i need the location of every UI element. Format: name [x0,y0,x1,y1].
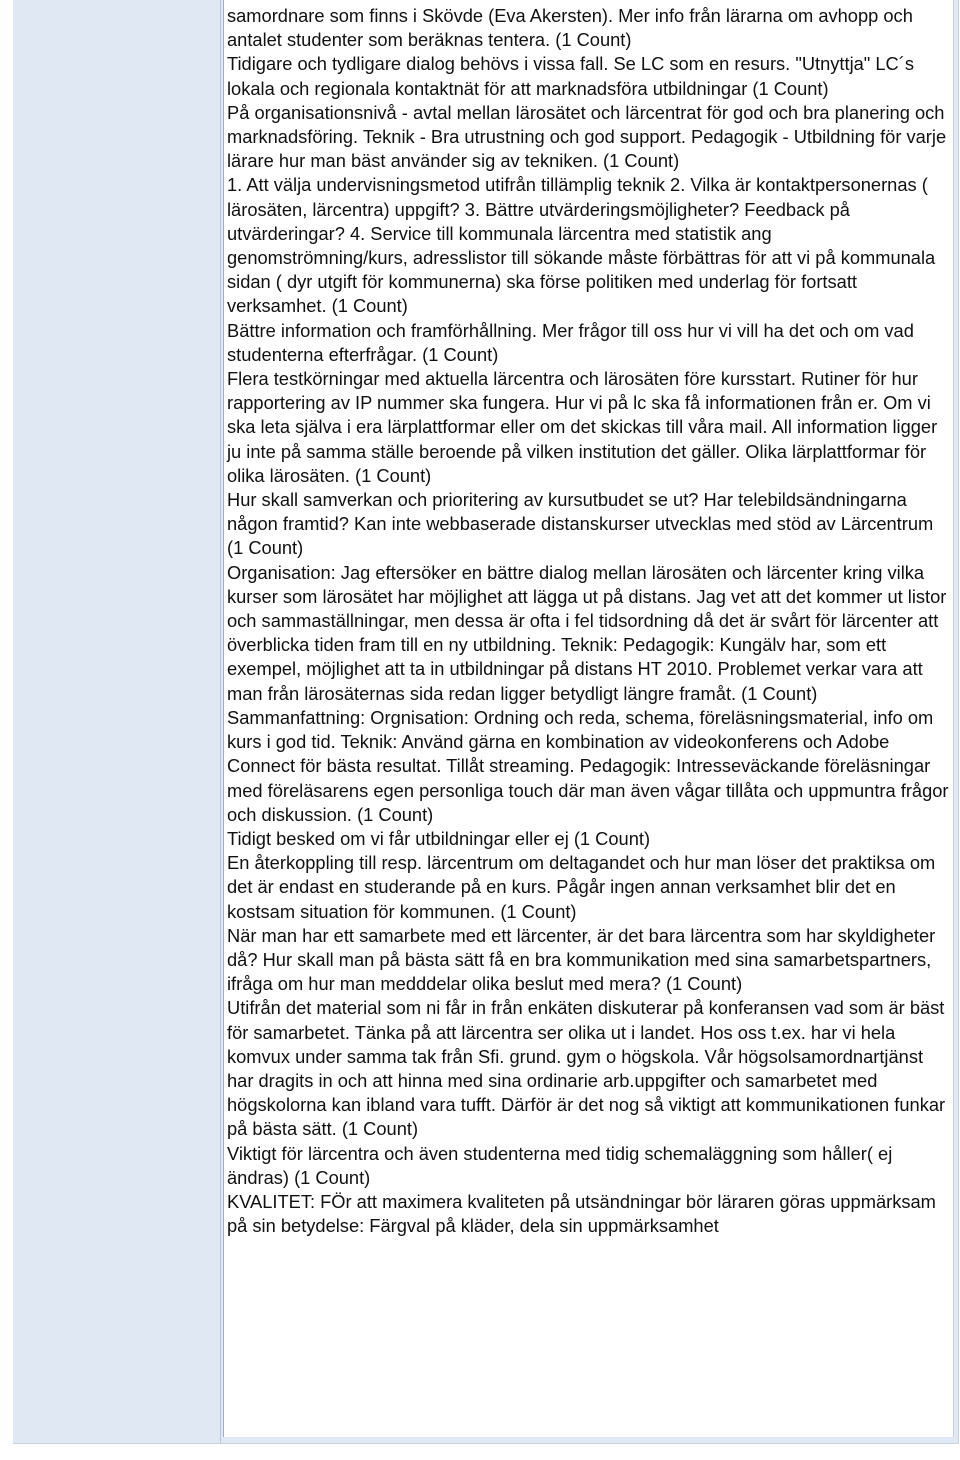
response-item: Utifrån det material som ni får in från enkäten diskuterar på konferansen vad som är bäst för samarbetet. Tänka på att lärcentra ser olika ut i landet. Hos oss t.ex. har vi hela komvux under samma tak från Sfi. grund. gym o högskola. Vår högsolsamordnartjänst har dragits in och att hinna med sina ordinarie arb.uppgifter och samarbetet med högskolorna kan ibland vara tufft. Därför är det nog så viktigt att kommunikationen funkar på bästa sätt. (1 Count) [227,997,946,1140]
response-item: Hur skall samverkan och prioritering av kursutbudet se ut? Har telebildsändningarna någon framtid? Kan inte webbaserade distanskurser utvecklas med stöd av Lärcentrum (1 Count) [227,489,934,559]
response-item: På organisationsnivå - avtal mellan lärosätet och lärcentrat för god och bra planering och marknadsföring. Teknik - Bra utrustning och god support. Pedagogik - Utbildning för varje lärare hur man bäst använder sig av tekniken. (1 Count) [227,101,947,172]
response-item: samordnare som finns i Skövde (Eva Akersten). Mer info från lärarna om avhopp och antalet studenter som beräknas tentera. (1 Count) [227,5,913,51]
left-column-cell [13,0,221,1443]
response-item: Tidigt besked om vi får utbildningar eller ej (1 Count) [227,827,651,849]
table-frame [13,0,959,1444]
response-item: KVALITET: FÖr att maximera kvaliteten på utsändningar bör läraren göras uppmärksam på sin betydelse: Färgval på kläder, dela sin uppmärksamhet [227,1190,936,1237]
response-item: Flera testkörningar med aktuella lärcentra och lärosäten före kursstart. Rutiner för hur rapportering av IP nummer ska fungera. Hur vi på lc ska få informationen från er. Om vi ska leta själva i era lärplattformar eller om det skickas till våra mail. All information ligger ju inte på samma ställe beroende på vilken institution det gäller. Olika lärplattformar för olika lärosäten. (1 Count) [227,368,938,486]
response-item: 1. Att välja undervisningsmetod utifrån tillämplig teknik 2. Vilka är kontaktpersonernas ( lärosäten, lärcentra) uppgift? 3. Bättre utvärderingsmöjligheter? Feedback på utvärderingar? 4. Service till kommunala lärcentra med statistik ang genomströmning/kurs, adresslistor till sökande måste förbättras för att vi på kommunala sidan ( dyr utgift för kommunerna) ska förse politiken med underlag för fortsatt verksamhet. (1 Count) [227,174,936,317]
responses-text [224,0,953,1238]
responses-cell [223,0,954,1437]
response-item: När man har ett samarbete med ett lärcenter, är det bara lärcentra som har skyldigheter då? Hur skall man på bästa sätt få en bra kommunikation med sina samarbetspartners, ifråga om hur man medddelar olika beslut med mera? (1 Count) [227,924,936,995]
response-item: Viktigt för lärcentra och även studenterna med tidig schemaläggning som håller( ej ändras) (1 Count) [227,1142,893,1188]
response-item: Sammanfattning: Orgnisation: Ordning och reda, schema, föreläsningsmaterial, info om kurs i god tid. Teknik: Använd gärna en kombination av videokonferens och Adobe Connect för bästa resultat. Tillåt streaming. Pedagogik: Intresseväckande föreläsningar med föreläsarens egen personliga touch där man även vågar tillåta och uppmuntra frågor och diskussion. (1 Count) [227,706,949,825]
response-item: Bättre information och framförhållning. Mer frågor till oss hur vi vill ha det och om vad studenterna efterfrågar. (1 Count) [227,319,914,365]
response-item: Tidigare och tydligare dialog behövs i vissa fall. Se LC som en resurs. "Utnyttja" LC´s lokala och regionala kontaktnät för att marknadsföra utbildningar (1 Count) [227,53,914,99]
response-item: En återkoppling till resp. lärcentrum om deltagandet och hur man löser det praktiksa om det är endast en studerande på en kurs. Pågår ingen annan verksamhet blir det en kostsam situation för kommunen. (1 Count) [227,852,936,922]
response-item: Organisation: Jag eftersöker en bättre dialog mellan lärosäten och lärcenter kring vilka kurser som lärosätet har möjlighet att lägga ut på distans. Jag vet att det kommer ut listor och sammaställningar, men dessa är ofta i fel tidsordning då det är svårt för lärcenter att överblicka tiden fram till en ny utbildning. Teknik: Pedagogik: Kungälv har, som ett exempel, möjlighet att ta in utbildningar på distans HT 2010. Problemet verkar vara att man från lärosäternas sida redan ligger betydligt längre framåt. (1 Count) [227,561,947,704]
